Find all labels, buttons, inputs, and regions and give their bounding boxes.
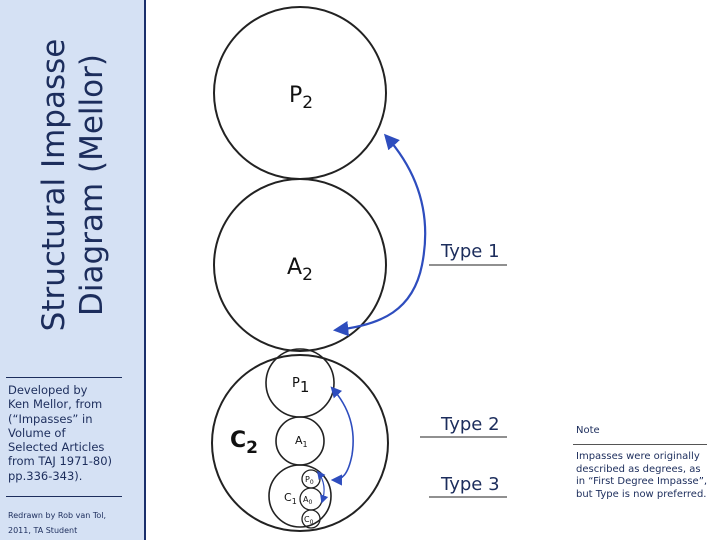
- type-3-label: Type 3: [441, 474, 500, 495]
- label-a2: $A_2$: [287, 255, 313, 285]
- note-text: Impasses were originally described as degrees, as in “First Degree Impasse”, but Type is now preferred.: [576, 451, 708, 500]
- label-c1: $C_1$: [284, 491, 297, 506]
- label-a1: $A_1$: [295, 434, 308, 449]
- label-p0: $P_0$: [305, 475, 314, 486]
- note-divider: [573, 444, 707, 445]
- label-c2: $C_2$: [230, 428, 258, 458]
- note-label: Note: [576, 425, 600, 436]
- developed-line: Ken Mellor, from: [8, 397, 103, 412]
- developed-line: Developed by: [8, 383, 88, 397]
- developed-line: Selected Articles: [8, 440, 105, 455]
- type-1-label: Type 1: [441, 241, 500, 262]
- type-2-label: Type 2: [441, 414, 500, 435]
- developed-line: from TAJ 1971-80): [8, 454, 112, 469]
- type-2-arrow: [332, 388, 353, 480]
- developed-line: pp.336-343).: [8, 468, 83, 483]
- redrawn-line: Redrawn by Rob van Tol,: [8, 511, 107, 520]
- developed-line: Volume of: [8, 425, 66, 440]
- label-p1: P1: [292, 376, 310, 396]
- redrawn-line: 2011, TA Student: [8, 526, 78, 535]
- developed-line: (“Impasses” in: [8, 411, 93, 426]
- title-line-2: Diagram (Mellor): [74, 54, 110, 316]
- label-a0: $A_0$: [303, 495, 313, 506]
- label-p2: $P_2$: [289, 83, 314, 113]
- title-line-1: Structural Impasse: [36, 38, 72, 332]
- label-c0: $C_0$: [304, 515, 314, 526]
